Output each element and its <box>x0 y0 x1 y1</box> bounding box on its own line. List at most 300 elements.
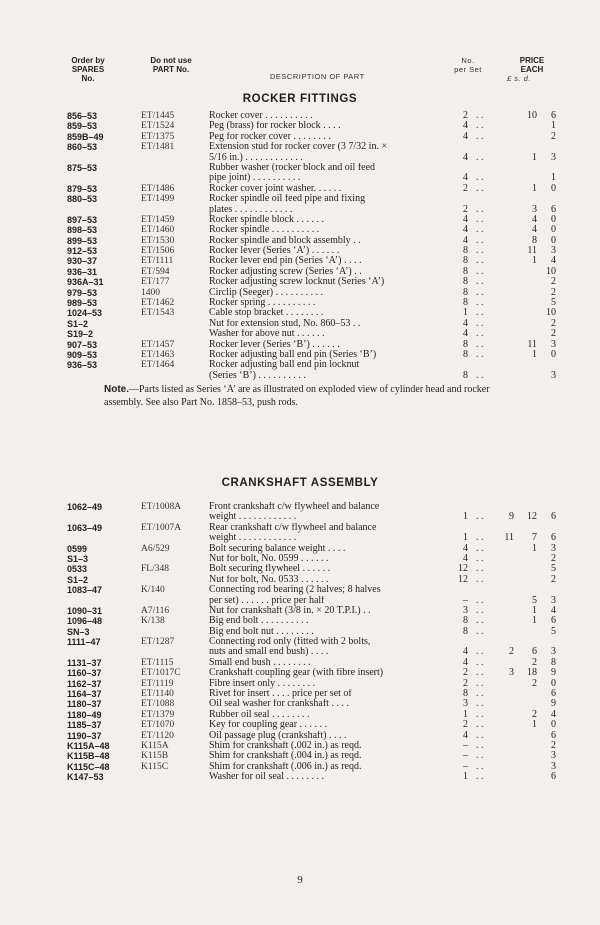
qty-cell: 1 <box>463 532 468 544</box>
qty-cell: 4 <box>463 646 468 658</box>
price-pence-cell: 0 <box>551 348 556 360</box>
table-row <box>0 111 600 121</box>
order-cell: 1164–37 <box>67 689 102 700</box>
leader-dots: . . <box>476 151 484 163</box>
leader-dots: . . <box>476 286 484 298</box>
description-cell: Rubber washer (rocker block and oil feed <box>209 162 376 173</box>
description-cell: Rivet for insert . . . . price per set of <box>209 689 352 700</box>
description-cell: Peg (brass) for rocker block . . . . <box>209 121 341 132</box>
price-shillings-cell: 2 <box>532 708 537 720</box>
description-cell: Small end bush . . . . . . . . <box>209 657 311 668</box>
qty-cell: 4 <box>463 224 468 236</box>
order-cell: 1111–47 <box>67 637 101 648</box>
qty-cell: 1 <box>463 307 468 319</box>
qty-cell: 8 <box>463 348 468 360</box>
price-pence-cell: 9 <box>551 667 556 679</box>
description-cell: Rocker adjusting ball end pin (Series ‘B’) <box>209 349 377 360</box>
table-row <box>0 596 600 606</box>
order-cell: 989–53 <box>67 298 98 309</box>
price-pence-cell: 0 <box>551 213 556 225</box>
part-no-cell: ET/1530 <box>141 235 175 246</box>
table-row <box>0 132 600 142</box>
price-shillings-cell: 5 <box>532 594 537 606</box>
qty-cell: 12 <box>458 563 468 575</box>
qty-cell: 2 <box>463 110 468 121</box>
price-shillings-cell: 1 <box>532 182 537 194</box>
description-cell: Nut for crankshaft (3/8 in. × 20 T.P.I.) . . <box>209 605 371 616</box>
table-row <box>0 616 600 626</box>
order-cell: K147–53 <box>67 772 104 783</box>
price-shillings-cell: 1 <box>532 615 537 627</box>
table-row <box>0 512 600 522</box>
table-row <box>0 277 600 287</box>
price-shillings-cell: 6 <box>532 646 537 658</box>
leader-dots: . . <box>476 760 484 772</box>
order-cell: S1–3 <box>67 553 89 564</box>
leader-dots: . . <box>476 771 484 783</box>
description-cell: Bolt securing flywheel . . . . . . <box>209 564 331 575</box>
price-pence-cell: 2 <box>551 317 556 329</box>
qty-cell: 2 <box>463 677 468 689</box>
table-row <box>0 564 600 574</box>
table-row <box>0 319 600 329</box>
leader-dots: . . <box>476 130 484 142</box>
table-row <box>0 371 600 381</box>
part-no-cell: ET/1007A <box>141 522 182 533</box>
description-cell: weight . . . . . . . . . . . . <box>209 533 297 544</box>
description-cell: Front crankshaft c/w flywheel and balance <box>209 502 380 512</box>
leader-dots: . . <box>476 234 484 246</box>
table-row <box>0 236 600 246</box>
leader-dots: . . <box>476 120 484 132</box>
order-cell: 880–53 <box>67 194 98 205</box>
part-no-cell: ET/1120 <box>141 730 174 741</box>
table-row <box>0 350 600 360</box>
price-pence-cell: 0 <box>551 677 556 689</box>
header-price-units: £ s. d. <box>507 74 531 83</box>
price-pence-cell: 2 <box>551 573 556 585</box>
order-cell: 1190–37 <box>67 730 102 741</box>
leader-dots: . . <box>476 594 484 606</box>
description-cell: Bolt securing balance weight . . . . <box>209 543 346 554</box>
order-cell: 1062–49 <box>67 502 103 512</box>
qty-cell: 2 <box>463 182 468 194</box>
description-cell: Rocker spring . . . . . . . . . . <box>209 298 316 309</box>
price-pence-cell: 6 <box>551 110 556 121</box>
order-cell: 979–53 <box>67 287 98 298</box>
price-pence-cell: 3 <box>551 151 556 163</box>
order-cell: S1–2 <box>67 574 89 585</box>
price-pence-cell: 2 <box>551 276 556 288</box>
description-cell: Rocker lever (Series ‘B’) . . . . . . <box>209 339 340 350</box>
leader-dots: . . <box>476 688 484 700</box>
qty-cell: 1 <box>463 771 468 783</box>
leader-dots: . . <box>476 213 484 225</box>
part-no-cell: ET/1499 <box>141 194 175 205</box>
price-shillings-cell: 2 <box>532 677 537 689</box>
leader-dots: . . <box>476 646 484 658</box>
price-pence-cell: 4 <box>551 708 556 720</box>
part-no-cell: ET/1460 <box>141 225 175 236</box>
leader-dots: . . <box>476 511 484 523</box>
description-cell: Rocker adjusting screw (Series ‘A’) . . <box>209 266 362 277</box>
part-no-cell: ET/1524 <box>141 121 175 132</box>
order-cell: 1024–53 <box>67 308 103 319</box>
price-pence-cell: 6 <box>551 511 556 523</box>
description-cell: Rocker spindle . . . . . . . . . . <box>209 225 320 236</box>
qty-cell: 8 <box>463 286 468 298</box>
price-pounds-cell: 3 <box>509 667 514 679</box>
qty-cell: 4 <box>463 234 468 246</box>
qty-cell: 8 <box>463 338 468 350</box>
price-pence-cell: 0 <box>551 719 556 731</box>
leader-dots: . . <box>476 276 484 288</box>
qty-cell: 4 <box>463 656 468 668</box>
part-no-cell: ET/1140 <box>141 689 174 700</box>
order-cell: K115C–48 <box>67 761 110 772</box>
price-pence-cell: 0 <box>551 224 556 236</box>
price-pence-cell: 3 <box>551 542 556 554</box>
description-cell: Rocker adjusting ball end pin locknut <box>209 360 360 371</box>
price-pence-cell: 6 <box>551 688 556 700</box>
price-pence-cell: 6 <box>551 203 556 215</box>
part-no-cell: ET/594 <box>141 266 170 277</box>
price-pounds-cell: 9 <box>509 511 514 523</box>
table-row <box>0 184 600 194</box>
qty-cell: 2 <box>463 667 468 679</box>
table-row <box>0 225 600 235</box>
part-no-cell: ET/1017C <box>141 668 181 679</box>
part-no-cell: ET/1375 <box>141 131 175 142</box>
price-shillings-cell: 1 <box>532 604 537 616</box>
header-part-text: Do not use PART No. <box>150 56 192 74</box>
table-row <box>0 163 600 173</box>
price-shillings-cell: 1 <box>532 542 537 554</box>
leader-dots: . . <box>476 573 484 585</box>
qty-cell: 3 <box>463 698 468 710</box>
description-cell: Cable stop bracket . . . . . . . . <box>209 308 324 319</box>
leader-dots: . . <box>476 552 484 564</box>
qty-cell: 4 <box>463 729 468 741</box>
note-label: Note. <box>104 384 129 395</box>
price-shillings-cell: 1 <box>532 719 537 731</box>
table-row <box>0 340 600 350</box>
price-shillings-cell: 4 <box>532 213 537 225</box>
qty-cell: 1 <box>463 708 468 720</box>
description-cell: Rocker spindle and block assembly . . <box>209 235 361 246</box>
table-row <box>0 668 600 678</box>
price-shillings-cell: 7 <box>532 532 537 544</box>
price-pence-cell: 6 <box>551 532 556 544</box>
leader-dots: . . <box>476 328 484 340</box>
order-cell: 1180–49 <box>67 709 102 720</box>
leader-dots: . . <box>476 719 484 731</box>
leader-dots: . . <box>476 729 484 741</box>
order-cell: S1–2 <box>67 318 89 329</box>
order-cell: 1160–37 <box>67 668 102 679</box>
price-shillings-cell: 10 <box>527 110 537 121</box>
header-description: DESCRIPTION OF PART <box>270 72 365 81</box>
table-row <box>0 360 600 370</box>
header-part-no <box>136 56 206 74</box>
order-cell: 879–53 <box>67 183 98 194</box>
price-pence-cell: 1 <box>551 120 556 132</box>
price-pence-cell: 3 <box>551 369 556 381</box>
leader-dots: . . <box>476 739 484 751</box>
table-row <box>0 689 600 699</box>
description-cell: Big end bolt nut . . . . . . . . <box>209 626 314 637</box>
order-cell: 1096–48 <box>67 616 103 627</box>
qty-cell: 4 <box>463 151 468 163</box>
part-no-cell: K115A <box>141 740 169 751</box>
description-cell: Oil passage plug (crankshaft) . . . . <box>209 730 347 741</box>
header-price-each <box>505 56 559 74</box>
header-order-by-spares <box>58 56 118 83</box>
table-row <box>0 173 600 183</box>
price-pence-cell: 10 <box>546 265 556 277</box>
description-cell: per set) . . . . . . price per half <box>209 595 325 606</box>
description-cell: Rear crankshaft c/w flywheel and balance <box>209 522 377 533</box>
part-no-cell: ET/1463 <box>141 349 175 360</box>
price-pence-cell: 2 <box>551 328 556 340</box>
qty-cell: – <box>463 594 468 606</box>
description-cell: Big end bolt . . . . . . . . . . <box>209 616 309 627</box>
price-pence-cell: 1 <box>551 172 556 184</box>
qty-cell: – <box>463 750 468 762</box>
description-cell: Nut for extension stud, No. 860–53 . . <box>209 318 361 329</box>
qty-cell: 4 <box>463 552 468 564</box>
leader-dots: . . <box>476 297 484 309</box>
description-cell: 5/16 in.) . . . . . . . . . . . . <box>209 152 303 163</box>
order-cell: 1063–49 <box>67 522 103 533</box>
table-row <box>0 627 600 637</box>
order-cell: S19–2 <box>67 329 94 340</box>
table-row <box>0 575 600 585</box>
leader-dots: . . <box>476 338 484 350</box>
order-cell: 860–53 <box>67 142 98 153</box>
part-no-cell: 1400 <box>141 287 160 298</box>
table-row <box>0 585 600 595</box>
description-cell: nuts and small end bush) . . . . <box>209 647 329 658</box>
order-cell: 912–53 <box>67 246 98 257</box>
table-row <box>0 751 600 761</box>
description-cell: Nut for bolt, No. 0599 . . . . . . <box>209 553 329 564</box>
part-no-cell: ET/1464 <box>141 360 175 371</box>
order-cell: 899–53 <box>67 235 98 246</box>
qty-cell: 8 <box>463 688 468 700</box>
description-cell: Rocker adjusting screw locknut (Series ‘A’) <box>209 277 385 288</box>
description-cell: Shim for crankshaft (.006 in.) as reqd. <box>209 761 362 772</box>
qty-cell: 2 <box>463 719 468 731</box>
table-row <box>0 533 600 543</box>
leader-dots: . . <box>476 224 484 236</box>
order-cell: 1131–37 <box>67 657 102 668</box>
description-cell: Rocker lever end pin (Series ‘A’) . . . . <box>209 256 362 267</box>
order-cell: 897–53 <box>67 214 98 225</box>
price-shillings-cell: 1 <box>532 151 537 163</box>
qty-cell: 8 <box>463 369 468 381</box>
price-pence-cell: 0 <box>551 234 556 246</box>
price-shillings-cell: 1 <box>532 348 537 360</box>
part-no-cell: ET/1543 <box>141 308 175 319</box>
order-cell: 909–53 <box>67 349 98 360</box>
description-cell: weight . . . . . . . . . . . . <box>209 512 297 523</box>
leader-dots: . . <box>476 656 484 668</box>
description-cell: Rocker cover . . . . . . . . . . <box>209 111 313 121</box>
order-cell: 1185–37 <box>67 720 102 731</box>
header-qty-per-set: No. per Set <box>454 56 482 74</box>
description-cell: Fibre insert only . . . . . . . . <box>209 678 316 689</box>
price-pence-cell: 6 <box>551 615 556 627</box>
page-number: 9 <box>297 874 303 886</box>
price-shillings-cell: 4 <box>532 224 537 236</box>
part-no-cell: FL/348 <box>141 564 169 575</box>
description-cell: Rocker cover joint washer. . . . . . <box>209 183 342 194</box>
qty-cell: 4 <box>463 317 468 329</box>
price-pence-cell: 3 <box>551 338 556 350</box>
table-row <box>0 544 600 554</box>
leader-dots: . . <box>476 348 484 360</box>
order-cell: 936–53 <box>67 360 98 371</box>
description-cell: Washer for above nut . . . . . . <box>209 329 325 340</box>
part-no-cell: ET/1088 <box>141 699 175 710</box>
leader-dots: . . <box>476 667 484 679</box>
price-pence-cell: 9 <box>551 698 556 710</box>
description-cell: Shim for crankshaft (.004 in.) as reqd. <box>209 751 362 762</box>
part-no-cell: ET/1070 <box>141 720 175 731</box>
description-cell: Rocker spindle block . . . . . . <box>209 214 324 225</box>
qty-cell: 8 <box>463 255 468 267</box>
part-no-cell: K/138 <box>141 616 165 627</box>
order-cell: 936A–31 <box>67 277 104 288</box>
part-no-cell: K/140 <box>141 585 165 596</box>
price-shillings-cell: 12 <box>527 511 537 523</box>
leader-dots: . . <box>476 542 484 554</box>
table-row <box>0 194 600 204</box>
price-pounds-cell: 11 <box>504 532 514 544</box>
order-cell: 898–53 <box>67 225 98 236</box>
order-cell: 0599 <box>67 543 88 554</box>
part-no-cell: ET/1481 <box>141 142 175 153</box>
description-cell: Connecting rod bearing (2 halves; 8 halves <box>209 585 381 596</box>
leader-dots: . . <box>476 625 484 637</box>
table-row <box>0 606 600 616</box>
price-pence-cell: 8 <box>551 656 556 668</box>
part-no-cell: ET/1459 <box>141 214 175 225</box>
order-cell: 859–53 <box>67 121 98 132</box>
price-pence-cell: 2 <box>551 130 556 142</box>
table-row <box>0 762 600 772</box>
leader-dots: . . <box>476 698 484 710</box>
leader-dots: . . <box>476 245 484 257</box>
table-row <box>0 647 600 657</box>
table-row <box>0 329 600 339</box>
order-cell: 875–53 <box>67 162 98 173</box>
part-no-cell: K115B <box>141 751 169 762</box>
part-no-cell: ET/1457 <box>141 339 175 350</box>
price-pence-cell: 3 <box>551 646 556 658</box>
part-no-cell: ET/1379 <box>141 709 175 720</box>
qty-cell: 8 <box>463 265 468 277</box>
price-pence-cell: 3 <box>551 594 556 606</box>
table-row <box>0 288 600 298</box>
description-cell: Rocker lever (Series ‘A’) . . . . . . <box>209 246 340 257</box>
qty-cell: 4 <box>463 542 468 554</box>
part-no-cell: A7/116 <box>141 605 170 616</box>
price-pence-cell: 6 <box>551 729 556 741</box>
order-cell: 1162–37 <box>67 678 102 689</box>
order-cell: 1090–31 <box>67 605 103 616</box>
order-cell: 930–37 <box>67 256 98 267</box>
order-cell: SN–3 <box>67 626 90 637</box>
price-pence-cell: 6 <box>551 771 556 783</box>
price-shillings-cell: 8 <box>532 234 537 246</box>
price-pence-cell: 10 <box>546 307 556 319</box>
leader-dots: . . <box>476 265 484 277</box>
description-cell: Crankshaft coupling gear (with fibre insert) <box>209 668 384 679</box>
crankshaft-assembly-table <box>0 502 600 783</box>
table-row <box>0 205 600 215</box>
price-pence-cell: 4 <box>551 255 556 267</box>
table-row <box>0 699 600 709</box>
description-cell: Shim for crankshaft (.002 in.) as reqd. <box>209 740 362 751</box>
leader-dots: . . <box>476 203 484 215</box>
description-cell: (Series ‘B’) . . . . . . . . . . <box>209 370 306 381</box>
description-cell: Oil seal washer for crankshaft . . . . <box>209 699 349 710</box>
part-no-cell: ET/1462 <box>141 298 175 309</box>
order-cell: 0533 <box>67 564 88 575</box>
part-no-cell: ET/1111 <box>141 256 174 267</box>
qty-cell: 4 <box>463 213 468 225</box>
qty-cell: 3 <box>463 604 468 616</box>
note-text: —Parts listed as Series ‘A’ are as illustrated on exploded view of cylinder head and rocker assembly. See also Part No. 1858–53, push rods. <box>104 384 490 408</box>
table-row <box>0 720 600 730</box>
description-cell: Nut for bolt, No. 0533 . . . . . . <box>209 574 329 585</box>
leader-dots: . . <box>476 369 484 381</box>
price-shillings-cell: 3 <box>532 203 537 215</box>
qty-cell: 8 <box>463 625 468 637</box>
qty-cell: 1 <box>463 511 468 523</box>
part-no-cell: ET/1287 <box>141 637 175 648</box>
section-title-crankshaft-assembly: CRANKSHAFT ASSEMBLY <box>221 477 379 489</box>
qty-cell: 8 <box>463 245 468 257</box>
header-order-text: Order by SPARES No. <box>71 56 105 83</box>
price-pence-cell: 2 <box>551 739 556 751</box>
section-title-rocker-fittings: ROCKER FITTINGS <box>242 93 358 105</box>
price-pence-cell: 4 <box>551 604 556 616</box>
order-cell: K115B–48 <box>67 751 110 762</box>
table-row <box>0 246 600 256</box>
table-row <box>0 215 600 225</box>
description-cell: Washer for oil seal . . . . . . . . <box>209 772 324 783</box>
table-row <box>0 256 600 266</box>
price-pounds-cell: 2 <box>509 646 514 658</box>
table-row <box>0 772 600 782</box>
qty-cell: 12 <box>458 573 468 585</box>
description-cell: pipe joint) . . . . . . . . . . <box>209 173 301 184</box>
qty-cell: 4 <box>463 172 468 184</box>
header-price-text: PRICE EACH <box>519 56 545 74</box>
leader-dots: . . <box>476 182 484 194</box>
leader-dots: . . <box>476 750 484 762</box>
note-paragraph <box>104 383 524 409</box>
table-row <box>0 153 600 163</box>
table-row <box>0 741 600 751</box>
order-cell: 907–53 <box>67 339 98 350</box>
qty-cell: – <box>463 739 468 751</box>
table-row <box>0 308 600 318</box>
order-cell: 856–53 <box>67 111 98 121</box>
